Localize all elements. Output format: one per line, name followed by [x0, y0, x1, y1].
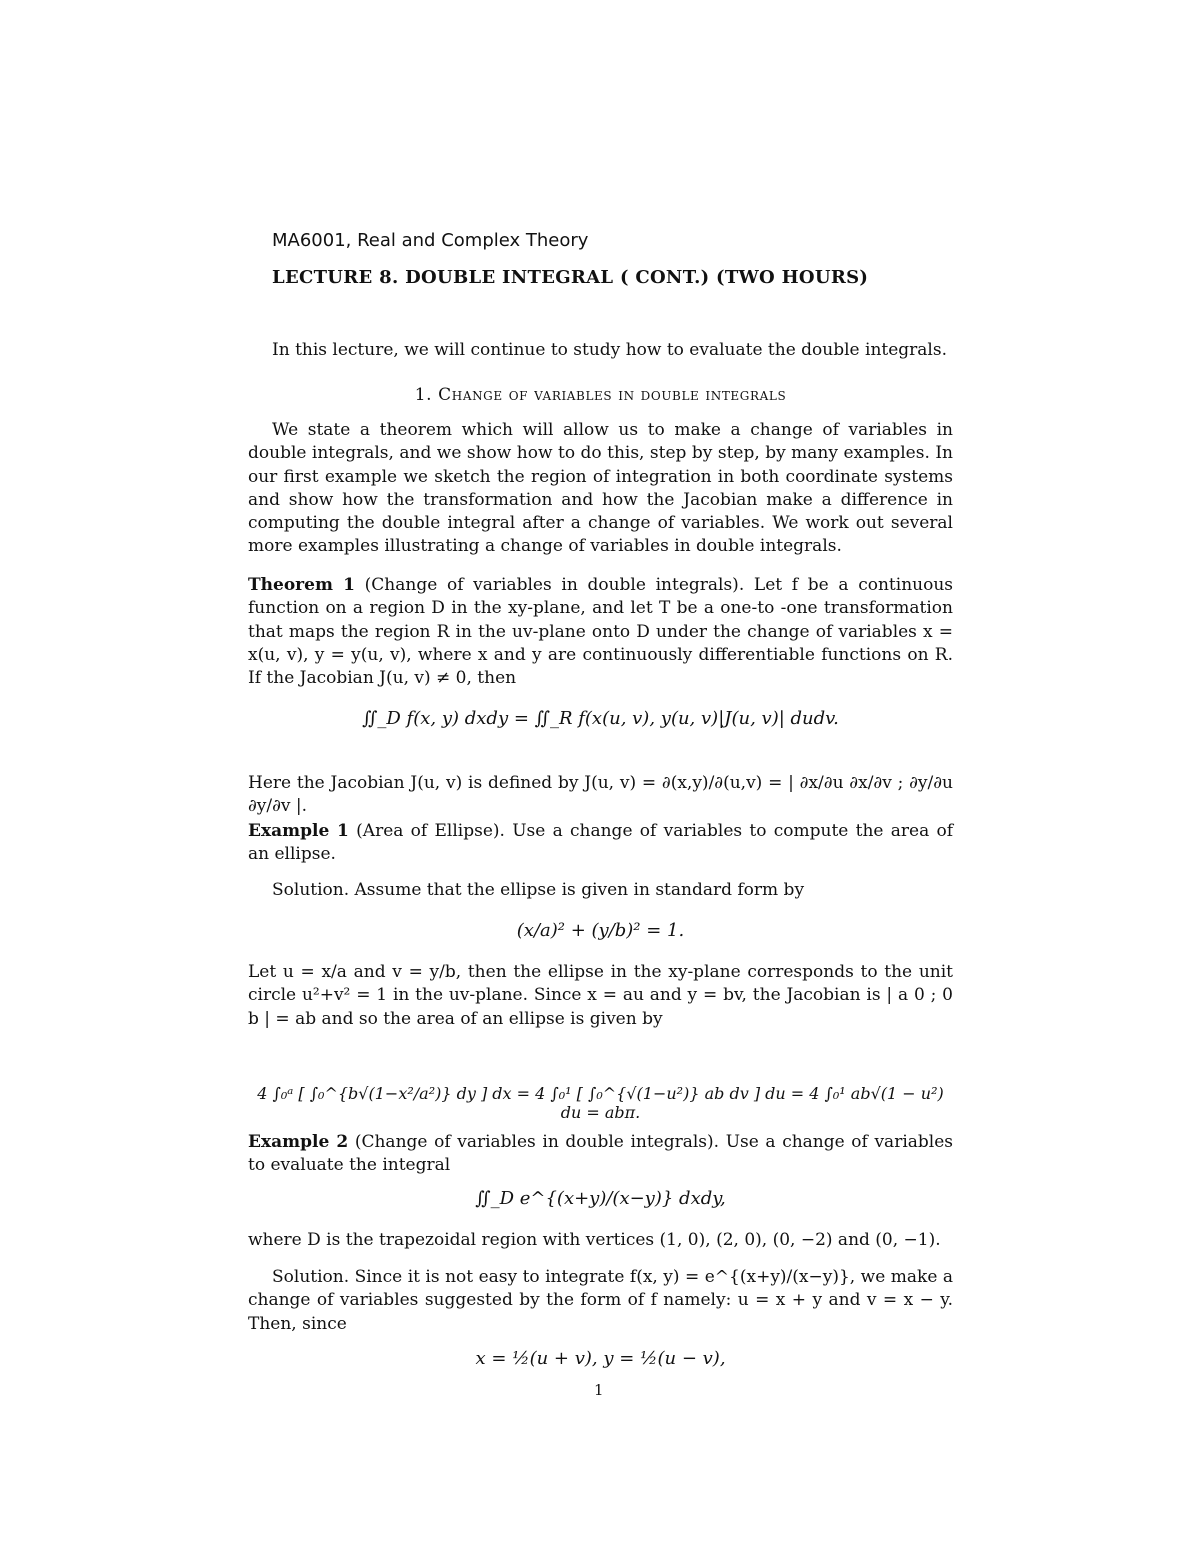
theorem-text: Let f be a continuous function on a region D in the xy-plane, and let T be a one-to -one transformation that maps the region R in the uv-plane onto D under the change of variables x = x(u, v), y = y(u, v), where x and y are continuously differentiable functions on R. If the Jacobian J(u, v) ≠ 0, then	[248, 575, 953, 689]
page-number: 1	[594, 1381, 604, 1399]
example-1-text-2: Let u = x/a and v = y/b, then the ellipse in the xy-plane corresponds to the unit circle u²+v² = 1 in the uv-plane. Since x = au and y = bv, the Jacobian is | a 0 ; 0 b | = ab and so the area of an ellipse is given by	[248, 962, 953, 1029]
example-2-label: Example 2	[248, 1132, 349, 1152]
example-2	[248, 1131, 953, 1178]
section-number: 1.	[414, 385, 433, 405]
example-1-name: (Area of Ellipse).	[356, 821, 505, 841]
section-title: Change of variables in double integrals	[438, 385, 787, 405]
example-2-vertices: where D is the trapezoidal region with vertices (1, 0), (2, 0), (0, −2) and (0, −1).	[248, 1230, 941, 1250]
example-2-integral: ∬_D e^{(x+y)/(x−y)} dxdy,	[475, 1188, 726, 1209]
section-heading	[248, 384, 953, 407]
intro-paragraph: In this lecture, we will continue to study how to evaluate the double integrals.	[272, 340, 947, 360]
theorem-1	[248, 574, 953, 690]
example-2-text: Use a change of variables to evaluate the integral	[248, 1132, 953, 1176]
example-2-solution: Solution. Since it is not easy to integrate f(x, y) = e^{(x+y)/(x−y)}, we make a change of variables suggested by the form of f namely: u = x + y and v = x − y. Then, since	[248, 1267, 953, 1334]
example-2-name: (Change of variables in double integrals).	[354, 1132, 720, 1152]
example-1	[248, 820, 953, 867]
example-2-substitution: x = ½(u + v), y = ½(u − v),	[475, 1348, 726, 1369]
ellipse-equation: (x/a)² + (y/b)² = 1.	[516, 920, 685, 941]
change-of-variables-formula: ∬_D f(x, y) dxdy = ∬_R f(x(u, v), y(u, v)|J(u, v)| dudv.	[362, 708, 839, 729]
theorem-label: Theorem 1	[248, 575, 355, 595]
ellipse-area-integral: 4 ∫₀ᵃ [ ∫₀^{b√(1−x²/a²)} dy ] dx = 4 ∫₀¹ [ ∫₀^{√(1−u²)} ab dv ] du = 4 ∫₀¹ ab√(1 − u²) du = abπ.	[257, 1084, 944, 1122]
theorem-name: (Change of variables in double integrals).	[364, 575, 745, 595]
example-1-text: Use a change of variables to compute the area of an ellipse.	[248, 821, 954, 865]
jacobian-definition: Here the Jacobian J(u, v) is defined by J(u, v) = ∂(x,y)/∂(u,v) = | ∂x/∂u ∂x/∂v ; ∂y/∂u ∂y/∂v |.	[248, 773, 953, 817]
lecture-title: LECTURE 8. DOUBLE INTEGRAL ( CONT.) (TWO HOURS)	[272, 267, 869, 288]
paragraph-intro-theorem: We state a theorem which will allow us to make a change of variables in double integrals, and we show how to do this, step by step, by many examples. In our first example we sketch the region of integration in both coordinate systems and show how the transformation and how the Jacobian make a difference in computing the double integral after a change of variables. We work out several more examples illustrating a change of variables in double integrals.	[248, 420, 953, 557]
example-1-label: Example 1	[248, 821, 349, 841]
course-header: MA6001, Real and Complex Theory	[272, 230, 589, 251]
example-1-solution: Solution. Assume that the ellipse is given in standard form by	[272, 880, 805, 900]
